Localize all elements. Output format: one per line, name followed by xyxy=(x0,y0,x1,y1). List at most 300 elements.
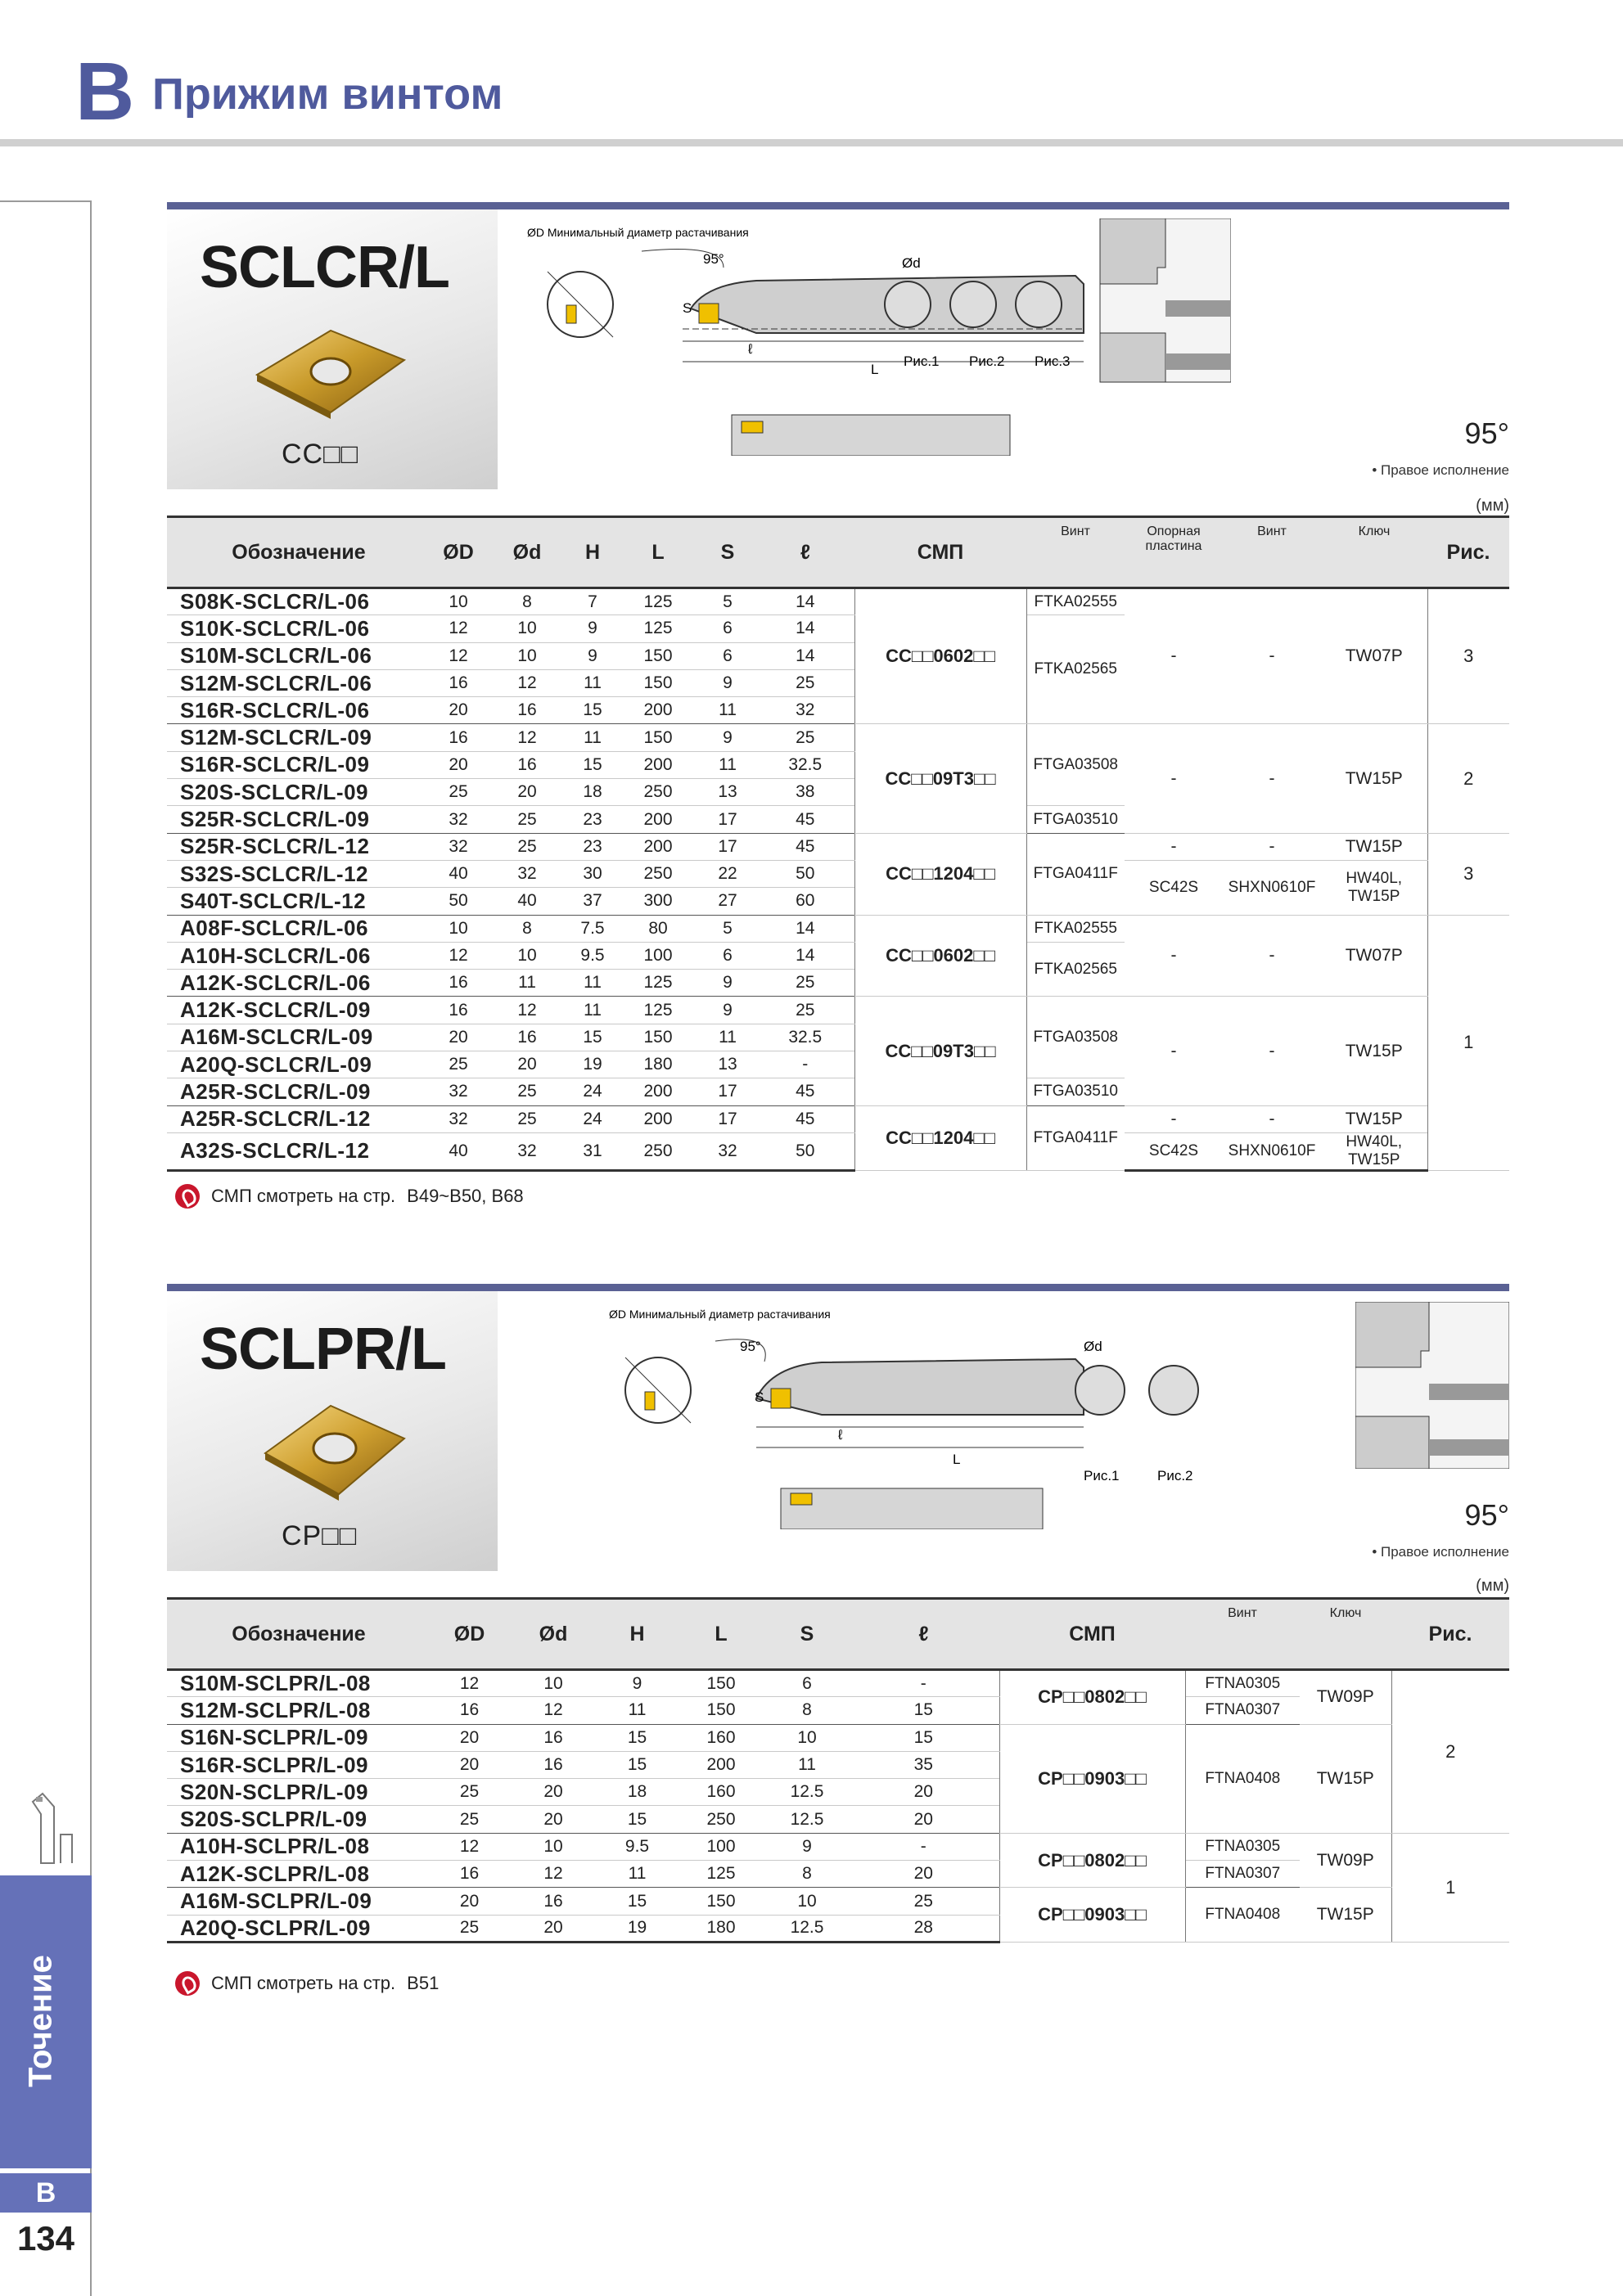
cell-L: 200 xyxy=(676,1751,766,1778)
fig-2-label: Рис.2 xyxy=(969,353,1005,369)
cell-screw: FTKA02565 xyxy=(1026,942,1125,997)
diagram-l-label: ℓ xyxy=(838,1427,843,1443)
cell-L: 200 xyxy=(617,833,699,860)
cell-L: 200 xyxy=(617,1105,699,1132)
col-S: S xyxy=(699,517,756,588)
cell-smp: CC□□0602□□ xyxy=(854,915,1026,997)
cell-L: 200 xyxy=(617,697,699,724)
diagram-d-label: Ød xyxy=(1084,1339,1102,1354)
cell-key: TW15P xyxy=(1300,1888,1391,1943)
cell-l: 32 xyxy=(756,697,854,724)
cell-S: 8 xyxy=(766,1697,848,1724)
col-key: Ключ xyxy=(1321,517,1427,588)
fig-1-label: Рис.1 xyxy=(1084,1468,1120,1483)
table-row: S20S-SCLPR/L-09 xyxy=(167,1806,431,1833)
cell-S: 12.5 xyxy=(766,1806,848,1833)
insert-code: CC□□ xyxy=(282,439,359,470)
page-title: Прижим винтом xyxy=(152,70,503,119)
cell-D: 20 xyxy=(431,1888,508,1915)
cell-key: TW09P xyxy=(1300,1670,1391,1725)
cell-fig: 2 xyxy=(1427,724,1509,833)
cell-screw: FTKA02555 xyxy=(1026,915,1125,942)
table-row: A12K-SCLCR/L-06 xyxy=(167,970,431,997)
cell-S: 6 xyxy=(699,642,756,669)
page-number: 134 xyxy=(16,2219,75,2258)
cell-d: 12 xyxy=(508,1697,598,1724)
cell-key: TW15P xyxy=(1300,1724,1391,1833)
cell-S: 9 xyxy=(699,724,756,751)
cell-fig: 1 xyxy=(1391,1833,1509,1942)
header-divider xyxy=(0,139,1623,146)
table-row: A25R-SCLCR/L-09 xyxy=(167,1078,431,1105)
col-l: ℓ xyxy=(848,1599,999,1670)
cell-l: 25 xyxy=(756,669,854,696)
cell-shim: - xyxy=(1125,1105,1223,1132)
cell-D: 32 xyxy=(431,1078,486,1105)
diagram-angle-label: 95° xyxy=(703,251,724,267)
cell-key: TW15P xyxy=(1321,833,1427,860)
cell-smp: CC□□1204□□ xyxy=(854,1105,1026,1170)
col-fig: Рис. xyxy=(1391,1599,1509,1670)
cell-shim: SC42S xyxy=(1125,860,1223,915)
sclpr-table xyxy=(167,1597,1509,1943)
section-bar xyxy=(167,202,1509,209)
col-shim: Опорная пластина xyxy=(1125,517,1223,588)
cell-S: 10 xyxy=(766,1888,848,1915)
cell-L: 250 xyxy=(676,1806,766,1833)
cell-H: 18 xyxy=(598,1779,676,1806)
cell-key: TW15P xyxy=(1321,997,1427,1105)
cell-H: 30 xyxy=(568,860,617,887)
col-d: Ød xyxy=(508,1599,598,1670)
cell-L: 200 xyxy=(617,751,699,778)
cell-L: 160 xyxy=(676,1779,766,1806)
cell-D: 32 xyxy=(431,833,486,860)
cell-key: TW07P xyxy=(1321,915,1427,997)
cell-D: 20 xyxy=(431,697,486,724)
cell-d: 16 xyxy=(508,1724,598,1751)
table-row: S12M-SCLCR/L-06 xyxy=(167,669,431,696)
table-row: S16N-SCLPR/L-09 xyxy=(167,1724,431,1751)
cell-l: - xyxy=(848,1670,999,1697)
cell-shim-screw: - xyxy=(1223,997,1321,1105)
cell-S: 13 xyxy=(699,779,756,806)
cell-S: 6 xyxy=(699,615,756,642)
note-pages[interactable]: B51 xyxy=(407,1973,440,1993)
cell-S: 9 xyxy=(699,997,756,1024)
cell-l: 50 xyxy=(756,860,854,887)
cell-l: - xyxy=(756,1051,854,1078)
col-fig: Рис. xyxy=(1427,517,1509,588)
cell-shim: - xyxy=(1125,588,1223,724)
cell-H: 15 xyxy=(598,1806,676,1833)
col-key: Ключ xyxy=(1300,1599,1391,1670)
note-text: СМП смотреть на стр. xyxy=(211,1973,396,1993)
table-row: A08F-SCLCR/L-06 xyxy=(167,915,431,942)
cell-screw: FTNA0307 xyxy=(1185,1697,1300,1724)
reference-icon xyxy=(175,1971,200,1996)
tool-diagram xyxy=(593,1300,1231,1529)
fig-2-label: Рис.2 xyxy=(1157,1468,1193,1483)
insert-image xyxy=(257,1398,413,1504)
cell-D: 10 xyxy=(431,588,486,615)
note-pages[interactable]: B49~B50, B68 xyxy=(407,1186,524,1206)
cell-screw: FTGA03510 xyxy=(1026,806,1125,833)
cell-D: 50 xyxy=(431,888,486,915)
cell-H: 7 xyxy=(568,588,617,615)
cell-key: HW40L, TW15P xyxy=(1321,1132,1427,1170)
cell-l: 35 xyxy=(848,1751,999,1778)
cell-D: 20 xyxy=(431,1724,508,1751)
cell-D: 25 xyxy=(431,779,486,806)
cell-H: 9 xyxy=(568,642,617,669)
col-H: H xyxy=(598,1599,676,1670)
cell-l: 25 xyxy=(756,970,854,997)
cell-smp: CP□□0903□□ xyxy=(999,1724,1185,1833)
cell-H: 37 xyxy=(568,888,617,915)
cell-l: 20 xyxy=(848,1806,999,1833)
cell-H: 11 xyxy=(598,1861,676,1888)
cell-l: 28 xyxy=(848,1915,999,1942)
cell-d: 8 xyxy=(486,915,568,942)
cell-d: 20 xyxy=(508,1915,598,1942)
diagram-l-label: ℓ xyxy=(748,341,753,357)
cell-l: 45 xyxy=(756,1105,854,1132)
cell-S: 11 xyxy=(699,1024,756,1051)
cell-D: 25 xyxy=(431,1806,508,1833)
table-row: S10M-SCLCR/L-06 xyxy=(167,642,431,669)
col-D: ØD xyxy=(431,517,486,588)
cell-shim-screw: - xyxy=(1223,833,1321,860)
cell-key: TW15P xyxy=(1321,724,1427,833)
section-bar xyxy=(167,1284,1509,1291)
col-D: ØD xyxy=(431,1599,508,1670)
cell-L: 160 xyxy=(676,1724,766,1751)
diagram-min-diameter: ØD Минимальный диаметр растачивания xyxy=(609,1308,831,1321)
cell-D: 20 xyxy=(431,751,486,778)
approach-angle: 95° xyxy=(1464,1498,1509,1532)
cell-H: 15 xyxy=(568,751,617,778)
table-row: A20Q-SCLPR/L-09 xyxy=(167,1915,431,1942)
cell-L: 150 xyxy=(676,1888,766,1915)
cell-smp: CC□□1204□□ xyxy=(854,833,1026,915)
col-designation: Обозначение xyxy=(167,517,431,588)
cell-S: 22 xyxy=(699,860,756,887)
note-text: СМП смотреть на стр. xyxy=(211,1186,396,1206)
cell-S: 9 xyxy=(699,970,756,997)
sidebar-section-letter: B xyxy=(0,2173,92,2213)
cell-D: 12 xyxy=(431,1833,508,1860)
cell-H: 23 xyxy=(568,833,617,860)
cell-S: 17 xyxy=(699,806,756,833)
table-row: A16M-SCLCR/L-09 xyxy=(167,1024,431,1051)
cell-H: 11 xyxy=(568,997,617,1024)
cell-fig: 3 xyxy=(1427,588,1509,724)
cell-d: 20 xyxy=(486,779,568,806)
cell-d: 11 xyxy=(486,970,568,997)
cell-D: 16 xyxy=(431,669,486,696)
cell-l: 45 xyxy=(756,833,854,860)
cell-H: 24 xyxy=(568,1078,617,1105)
cell-L: 180 xyxy=(617,1051,699,1078)
cell-l: 45 xyxy=(756,1078,854,1105)
cell-d: 8 xyxy=(486,588,568,615)
cell-l: 14 xyxy=(756,615,854,642)
cell-d: 32 xyxy=(486,1132,568,1170)
cell-S: 12.5 xyxy=(766,1779,848,1806)
table-row: A12K-SCLPR/L-08 xyxy=(167,1861,431,1888)
cell-l: 25 xyxy=(848,1888,999,1915)
cell-D: 12 xyxy=(431,615,486,642)
cell-screw: FTKA02555 xyxy=(1026,588,1125,615)
cell-S: 9 xyxy=(699,669,756,696)
col-L: L xyxy=(617,517,699,588)
cell-S: 17 xyxy=(699,833,756,860)
cell-D: 32 xyxy=(431,1105,486,1132)
cell-S: 12.5 xyxy=(766,1915,848,1942)
table-row: A32S-SCLCR/L-12 xyxy=(167,1132,431,1170)
col-screw: Винт xyxy=(1026,517,1125,588)
insert-code: CP□□ xyxy=(282,1520,358,1551)
table-row: S25R-SCLCR/L-12 xyxy=(167,833,431,860)
table-row: S20N-SCLPR/L-09 xyxy=(167,1779,431,1806)
cell-S: 8 xyxy=(766,1861,848,1888)
cell-d: 10 xyxy=(508,1670,598,1697)
cell-D: 40 xyxy=(431,1132,486,1170)
cell-key: TW09P xyxy=(1300,1833,1391,1888)
cell-d: 16 xyxy=(486,697,568,724)
col-l: ℓ xyxy=(756,517,854,588)
cell-screw: FTGA0411F xyxy=(1026,1105,1125,1170)
cell-D: 16 xyxy=(431,997,486,1024)
cell-d: 12 xyxy=(486,724,568,751)
tool-diagram xyxy=(511,218,1231,456)
table-row: A20Q-SCLCR/L-09 xyxy=(167,1051,431,1078)
cell-fig: 1 xyxy=(1427,915,1509,1170)
table-row: S40T-SCLCR/L-12 xyxy=(167,888,431,915)
cell-shim-screw: SHXN0610F xyxy=(1223,1132,1321,1170)
diagram-s-label: S xyxy=(755,1389,764,1405)
cell-H: 9.5 xyxy=(598,1833,676,1860)
cell-L: 150 xyxy=(617,1024,699,1051)
cell-D: 16 xyxy=(431,1697,508,1724)
cell-l: 20 xyxy=(848,1779,999,1806)
cell-screw: FTNA0305 xyxy=(1185,1833,1300,1860)
table-row: S10M-SCLPR/L-08 xyxy=(167,1670,431,1697)
model-panel xyxy=(167,1291,498,1571)
diagram-min-diameter: ØD Минимальный диаметр растачивания xyxy=(527,226,749,239)
cell-L: 125 xyxy=(617,588,699,615)
cell-l: 15 xyxy=(848,1724,999,1751)
cell-L: 150 xyxy=(676,1697,766,1724)
table-row: S16R-SCLCR/L-06 xyxy=(167,697,431,724)
cell-d: 16 xyxy=(486,1024,568,1051)
cell-L: 200 xyxy=(617,806,699,833)
section-letter: B xyxy=(75,46,133,137)
cell-l: 60 xyxy=(756,888,854,915)
cell-H: 15 xyxy=(568,1024,617,1051)
diagram-L-label: L xyxy=(953,1452,961,1467)
cell-l: - xyxy=(848,1833,999,1860)
col-H: H xyxy=(568,517,617,588)
cell-d: 16 xyxy=(508,1888,598,1915)
cell-l: 14 xyxy=(756,942,854,969)
table-row: S20S-SCLCR/L-09 xyxy=(167,779,431,806)
cell-l: 32.5 xyxy=(756,751,854,778)
cell-screw: FTGA0411F xyxy=(1026,833,1125,915)
cell-D: 40 xyxy=(431,860,486,887)
cell-D: 20 xyxy=(431,1751,508,1778)
cell-shim: SC42S xyxy=(1125,1132,1223,1170)
col-screw: Винт xyxy=(1185,1599,1300,1670)
sclcr-table xyxy=(167,515,1509,1172)
cell-screw: FTKA02565 xyxy=(1026,615,1125,724)
table-row: S12M-SCLCR/L-09 xyxy=(167,724,431,751)
cell-smp: CP□□0903□□ xyxy=(999,1888,1185,1943)
cell-smp: CC□□09T3□□ xyxy=(854,997,1026,1105)
cell-l: 25 xyxy=(756,724,854,751)
cell-H: 9.5 xyxy=(568,942,617,969)
cell-shim: - xyxy=(1125,915,1223,997)
cell-d: 12 xyxy=(508,1861,598,1888)
cell-S: 11 xyxy=(766,1751,848,1778)
cell-S: 10 xyxy=(766,1724,848,1751)
cell-l: 25 xyxy=(756,997,854,1024)
cell-H: 11 xyxy=(568,970,617,997)
cell-S: 6 xyxy=(699,942,756,969)
cell-shim: - xyxy=(1125,724,1223,833)
cell-d: 20 xyxy=(508,1806,598,1833)
model-title: SCLPR/L xyxy=(200,1317,447,1382)
cell-L: 100 xyxy=(676,1833,766,1860)
cell-d: 25 xyxy=(486,1078,568,1105)
col-shim-screw: Винт xyxy=(1223,517,1321,588)
table-row: S10K-SCLCR/L-06 xyxy=(167,615,431,642)
section-sclcr xyxy=(167,202,1509,1225)
cell-d: 25 xyxy=(486,806,568,833)
table-row: A10H-SCLPR/L-08 xyxy=(167,1833,431,1860)
diagram-s-label: S xyxy=(683,300,692,316)
table-row: S16R-SCLPR/L-09 xyxy=(167,1751,431,1778)
cell-H: 9 xyxy=(568,615,617,642)
approach-angle: 95° xyxy=(1464,416,1509,450)
model-title: SCLCR/L xyxy=(200,235,449,300)
cell-L: 250 xyxy=(617,779,699,806)
cell-H: 19 xyxy=(568,1051,617,1078)
insert-image xyxy=(249,324,413,422)
cell-d: 10 xyxy=(486,615,568,642)
cell-key: HW40L, TW15P xyxy=(1321,860,1427,915)
cell-D: 12 xyxy=(431,1670,508,1697)
table-row: S16R-SCLCR/L-09 xyxy=(167,751,431,778)
cell-H: 15 xyxy=(598,1751,676,1778)
cell-fig: 3 xyxy=(1427,833,1509,915)
cell-smp: CP□□0802□□ xyxy=(999,1670,1185,1725)
cell-shim-screw: - xyxy=(1223,588,1321,724)
cell-d: 25 xyxy=(486,1105,568,1132)
diagram-L-label: L xyxy=(871,362,879,377)
cell-H: 11 xyxy=(598,1697,676,1724)
cell-S: 6 xyxy=(766,1670,848,1697)
col-designation: Обозначение xyxy=(167,1599,431,1670)
table-row: A25R-SCLCR/L-12 xyxy=(167,1105,431,1132)
cell-L: 80 xyxy=(617,915,699,942)
cell-l: 32.5 xyxy=(756,1024,854,1051)
cell-d: 10 xyxy=(508,1833,598,1860)
cell-screw: FTNA0307 xyxy=(1185,1861,1300,1888)
diagram-d-label: Ød xyxy=(902,255,921,271)
cell-S: 13 xyxy=(699,1051,756,1078)
cell-screw: FTGA03510 xyxy=(1026,1078,1125,1105)
insert-reference-note xyxy=(175,1971,439,1996)
cell-shim-screw: - xyxy=(1223,915,1321,997)
cell-D: 12 xyxy=(431,942,486,969)
cell-key: TW15P xyxy=(1321,1105,1427,1132)
cell-l: 14 xyxy=(756,642,854,669)
insert-reference-note xyxy=(175,1184,524,1209)
cell-D: 25 xyxy=(431,1779,508,1806)
cell-D: 16 xyxy=(431,1861,508,1888)
fig-3-label: Рис.3 xyxy=(1035,353,1071,369)
cell-screw: FTNA0305 xyxy=(1185,1670,1300,1697)
cell-H: 15 xyxy=(598,1888,676,1915)
cell-D: 16 xyxy=(431,724,486,751)
cell-l: 45 xyxy=(756,806,854,833)
cell-shim-screw: - xyxy=(1223,724,1321,833)
model-panel xyxy=(167,209,498,489)
cell-shim: - xyxy=(1125,833,1223,860)
cell-D: 25 xyxy=(431,1051,486,1078)
cell-screw: FTGA03508 xyxy=(1026,997,1125,1078)
cell-S: 17 xyxy=(699,1078,756,1105)
cell-D: 25 xyxy=(431,1915,508,1942)
col-d: Ød xyxy=(486,517,568,588)
cell-H: 18 xyxy=(568,779,617,806)
cell-d: 32 xyxy=(486,860,568,887)
cell-L: 125 xyxy=(676,1861,766,1888)
cell-H: 15 xyxy=(568,697,617,724)
cell-L: 250 xyxy=(617,1132,699,1170)
cell-D: 12 xyxy=(431,642,486,669)
cell-l: 14 xyxy=(756,588,854,615)
sidebar-tab-label: Точение xyxy=(22,1955,59,2087)
cell-L: 150 xyxy=(617,724,699,751)
cell-L: 200 xyxy=(617,1078,699,1105)
cell-screw: FTNA0408 xyxy=(1185,1888,1300,1943)
table-row: S12M-SCLPR/L-08 xyxy=(167,1697,431,1724)
table-row: S32S-SCLCR/L-12 xyxy=(167,860,431,887)
cell-H: 11 xyxy=(568,669,617,696)
cell-key: TW07P xyxy=(1321,588,1427,724)
cell-D: 16 xyxy=(431,970,486,997)
cell-H: 23 xyxy=(568,806,617,833)
cell-screw: FTNA0408 xyxy=(1185,1724,1300,1833)
cell-d: 12 xyxy=(486,669,568,696)
cell-l: 15 xyxy=(848,1697,999,1724)
cell-shim-screw: SHXN0610F xyxy=(1223,860,1321,915)
cell-l: 50 xyxy=(756,1132,854,1170)
cell-d: 16 xyxy=(486,751,568,778)
table-row: S08K-SCLCR/L-06 xyxy=(167,588,431,615)
right-hand-note: • Правое исполнение xyxy=(1372,1544,1509,1560)
unit-label: (мм) xyxy=(1476,1577,1509,1595)
cell-S: 5 xyxy=(699,588,756,615)
cell-smp: CC□□0602□□ xyxy=(854,588,1026,724)
cell-D: 32 xyxy=(431,806,486,833)
cell-H: 24 xyxy=(568,1105,617,1132)
cell-H: 31 xyxy=(568,1132,617,1170)
cell-L: 125 xyxy=(617,970,699,997)
